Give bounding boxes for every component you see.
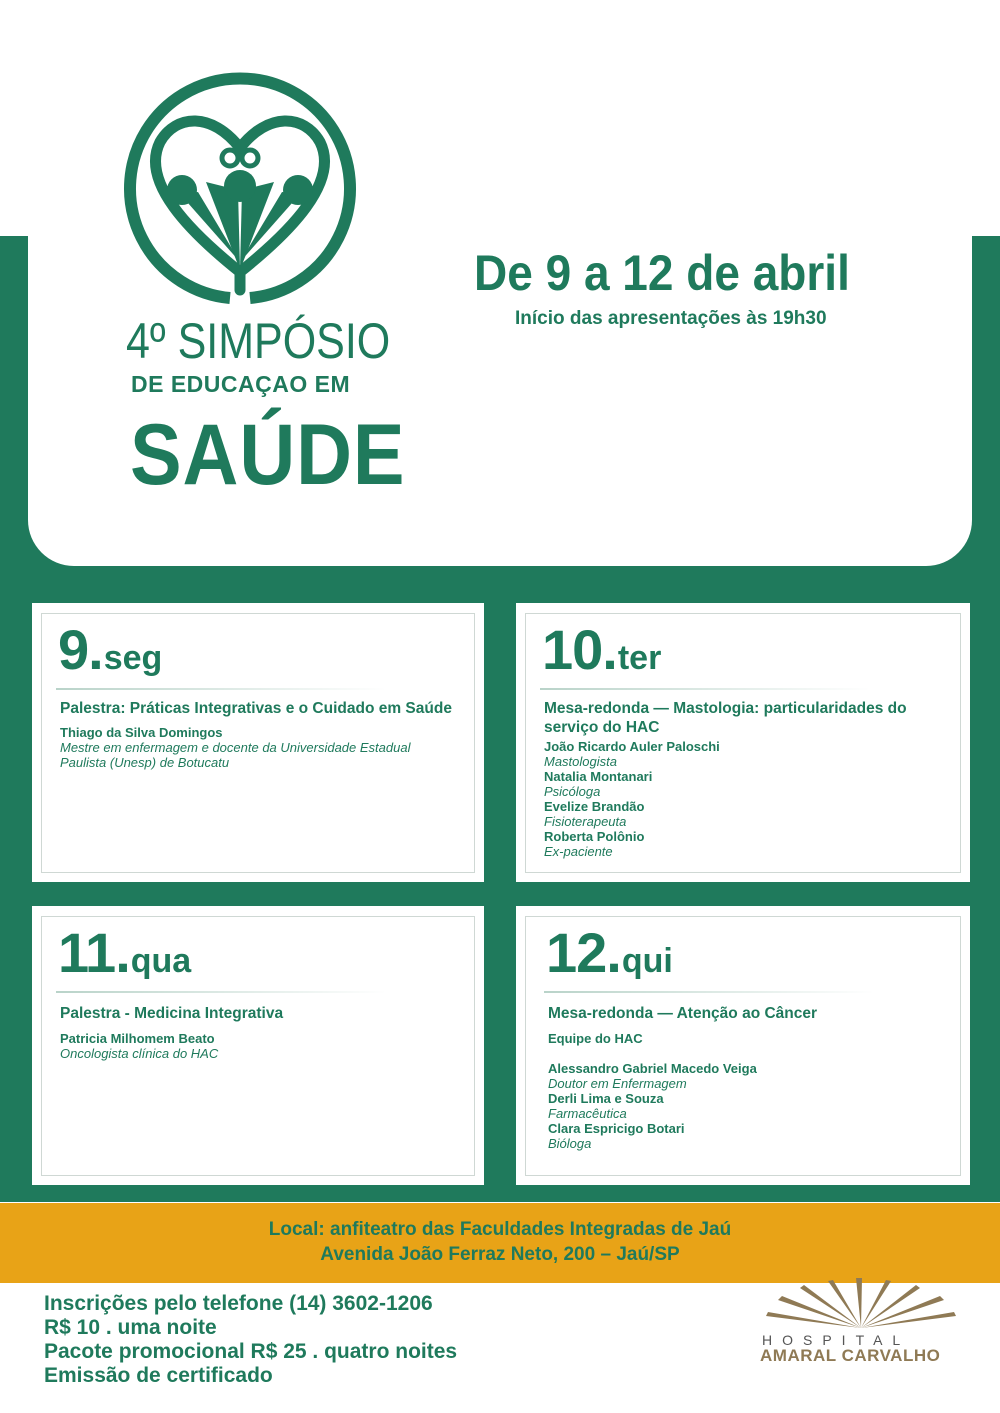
speaker-list bbox=[60, 725, 440, 770]
speaker-name: Clara Espricigo Botari bbox=[548, 1121, 685, 1136]
divider bbox=[56, 991, 386, 993]
speaker-role: Psicóloga bbox=[544, 784, 601, 799]
price-package: Pacote promocional R$ 25 . quatro noites bbox=[44, 1340, 458, 1363]
divider bbox=[544, 991, 874, 993]
location-line-1: Local: anfiteatro das Faculdades Integradas de Jaú bbox=[268, 1219, 732, 1240]
location-line-2: Avenida João Ferraz Neto, 200 – Jaú/SP bbox=[320, 1244, 680, 1265]
speaker-list bbox=[60, 1031, 440, 1061]
divider bbox=[540, 688, 870, 690]
speaker-role: Bióloga bbox=[548, 1136, 592, 1151]
hospital-word: HOSPITAL bbox=[762, 1332, 911, 1348]
day-card-9 bbox=[32, 603, 484, 882]
price-single: R$ 10 . uma noite bbox=[44, 1316, 217, 1339]
session-title: Palestra: Práticas Integrativas e o Cuidado em Saúde bbox=[60, 700, 452, 717]
speaker-role: Oncologista clínica do HAC bbox=[60, 1046, 219, 1061]
divider bbox=[56, 688, 386, 690]
speaker-name: Derli Lima e Souza bbox=[548, 1091, 664, 1106]
day-card-11 bbox=[32, 906, 484, 1185]
certificate-note: Emissão de certificado bbox=[44, 1364, 273, 1387]
speaker-role: Fisioterapeuta bbox=[544, 814, 627, 829]
speaker-name: Natalia Montanari bbox=[544, 769, 653, 784]
hospital-sunburst-icon bbox=[756, 1278, 966, 1338]
event-dates: De 9 a 12 de abril bbox=[474, 245, 850, 301]
day-heading: 10.ter bbox=[542, 618, 662, 681]
day-heading: 9.seg bbox=[58, 618, 163, 681]
speaker-name: Patricia Milhomem Beato bbox=[60, 1031, 215, 1046]
speaker-list bbox=[548, 1031, 928, 1151]
logo-title: 4º SIMPÓSIO bbox=[126, 313, 391, 369]
speaker-name: Alessandro Gabriel Macedo Veiga bbox=[548, 1061, 757, 1076]
symposium-logo-icon bbox=[120, 72, 360, 308]
day-heading: 12.qui bbox=[546, 921, 673, 984]
location-banner bbox=[0, 1203, 1000, 1283]
day-card-10 bbox=[516, 603, 970, 882]
speaker-name: Thiago da Silva Domingos bbox=[60, 725, 223, 740]
speaker-name: Roberta Polônio bbox=[544, 829, 645, 844]
registration-phone: Inscrições pelo telefone (14) 3602-1206 bbox=[44, 1292, 433, 1315]
session-title: Mesa-redonda — Atenção ao Câncer bbox=[548, 1005, 818, 1022]
logo-subtitle: DE EDUCAÇAO EM bbox=[131, 371, 351, 397]
session-title: Palestra - Medicina Integrativa bbox=[60, 1005, 284, 1022]
day-heading: 11.qua bbox=[58, 921, 192, 984]
session-title: Mesa-redonda — Mastologia: particularidades do serviço do HAC bbox=[544, 700, 907, 736]
speaker-role: Mastologista bbox=[544, 754, 617, 769]
team-label: Equipe do HAC bbox=[548, 1031, 643, 1046]
day-card-12 bbox=[516, 906, 970, 1185]
speaker-name: João Ricardo Auler Paloschi bbox=[544, 739, 720, 754]
logo-main-word: SAÚDE bbox=[130, 407, 406, 503]
speaker-role: Doutor em Enfermagem bbox=[548, 1076, 687, 1091]
speaker-name: Evelize Brandão bbox=[544, 799, 645, 814]
speaker-role: Mestre em enfermagem e docente da Universidade Estadual Paulista (Unesp) de Botucatu bbox=[60, 740, 411, 770]
start-time: Início das apresentações às 19h30 bbox=[515, 308, 827, 329]
speaker-role: Ex-paciente bbox=[544, 844, 613, 859]
hospital-name: AMARAL CARVALHO bbox=[760, 1346, 941, 1365]
speaker-list bbox=[544, 739, 924, 859]
registration-info bbox=[44, 1292, 457, 1388]
speaker-role: Farmacêutica bbox=[548, 1106, 627, 1121]
